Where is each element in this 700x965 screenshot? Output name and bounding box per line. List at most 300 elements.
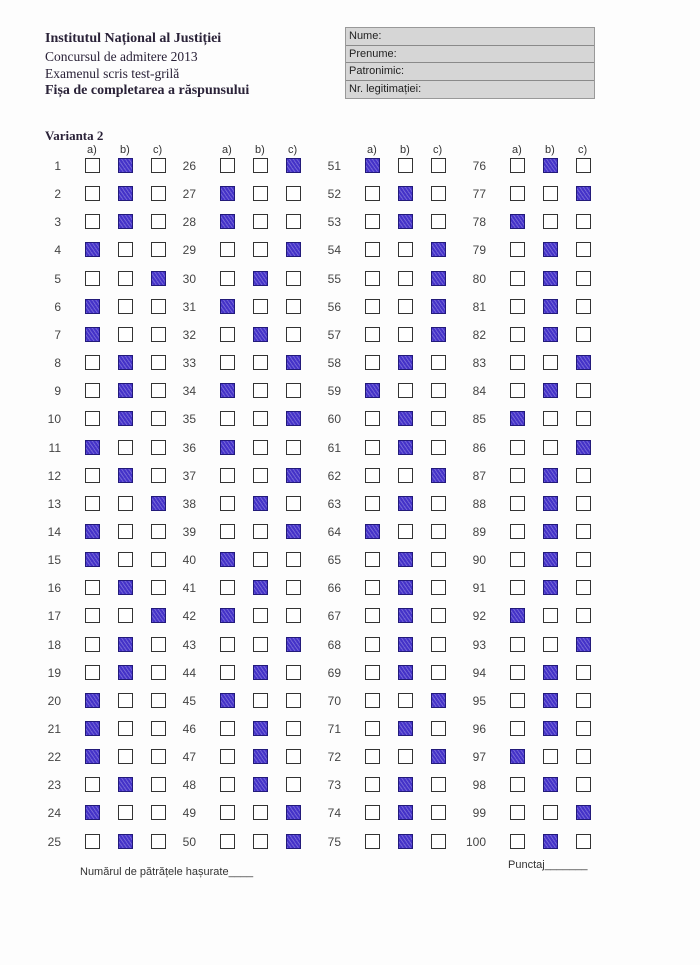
answer-box-b[interactable] [118,299,133,314]
answer-box-c[interactable] [151,440,166,455]
answer-box-a[interactable] [85,805,100,820]
answer-box-c[interactable] [286,158,301,173]
answer-box-c[interactable] [576,608,591,623]
answer-box-c[interactable] [286,524,301,539]
answer-box-b[interactable] [118,411,133,426]
answer-box-c[interactable] [286,721,301,736]
answer-box-b[interactable] [398,608,413,623]
answer-box-c[interactable] [576,665,591,680]
answer-box-a[interactable] [510,383,525,398]
answer-box-c[interactable] [286,777,301,792]
answer-box-a[interactable] [85,693,100,708]
answer-box-b[interactable] [398,524,413,539]
answer-box-a[interactable] [85,271,100,286]
answer-box-c[interactable] [286,608,301,623]
answer-box-b[interactable] [398,834,413,849]
answer-box-a[interactable] [365,242,380,257]
answer-box-a[interactable] [220,805,235,820]
answer-box-b[interactable] [398,327,413,342]
answer-box-a[interactable] [365,608,380,623]
answer-box-c[interactable] [286,299,301,314]
answer-box-a[interactable] [510,524,525,539]
answer-box-a[interactable] [85,496,100,511]
answer-box-a[interactable] [85,580,100,595]
answer-box-b[interactable] [398,271,413,286]
answer-box-b[interactable] [543,834,558,849]
answer-box-b[interactable] [543,721,558,736]
answer-box-b[interactable] [543,496,558,511]
answer-box-b[interactable] [253,777,268,792]
answer-box-c[interactable] [576,468,591,483]
answer-box-b[interactable] [118,693,133,708]
answer-box-a[interactable] [220,552,235,567]
answer-box-c[interactable] [151,158,166,173]
answer-box-c[interactable] [576,496,591,511]
answer-box-a[interactable] [365,411,380,426]
answer-box-c[interactable] [151,805,166,820]
answer-box-b[interactable] [543,693,558,708]
answer-box-b[interactable] [118,777,133,792]
answer-box-a[interactable] [220,496,235,511]
answer-box-c[interactable] [431,721,446,736]
answer-box-c[interactable] [576,355,591,370]
answer-box-b[interactable] [253,440,268,455]
answer-box-b[interactable] [398,693,413,708]
answer-box-b[interactable] [118,749,133,764]
answer-box-c[interactable] [576,158,591,173]
answer-box-a[interactable] [365,440,380,455]
answer-box-a[interactable] [510,214,525,229]
answer-box-c[interactable] [431,805,446,820]
answer-box-c[interactable] [431,355,446,370]
answer-box-a[interactable] [510,805,525,820]
answer-box-c[interactable] [286,214,301,229]
answer-box-b[interactable] [543,158,558,173]
answer-box-b[interactable] [118,186,133,201]
answer-box-c[interactable] [576,242,591,257]
answer-box-a[interactable] [365,693,380,708]
answer-box-c[interactable] [151,355,166,370]
answer-box-c[interactable] [151,468,166,483]
answer-box-a[interactable] [220,271,235,286]
answer-box-c[interactable] [431,440,446,455]
answer-box-c[interactable] [431,777,446,792]
answer-box-b[interactable] [253,411,268,426]
answer-box-a[interactable] [220,299,235,314]
answer-box-a[interactable] [220,749,235,764]
answer-box-a[interactable] [220,158,235,173]
answer-box-c[interactable] [151,496,166,511]
answer-box-a[interactable] [365,158,380,173]
answer-box-b[interactable] [543,214,558,229]
answer-box-a[interactable] [85,468,100,483]
answer-box-a[interactable] [365,496,380,511]
answer-box-b[interactable] [118,665,133,680]
answer-box-b[interactable] [118,327,133,342]
answer-box-b[interactable] [398,552,413,567]
answer-box-a[interactable] [365,777,380,792]
answer-box-b[interactable] [253,834,268,849]
answer-box-a[interactable] [510,440,525,455]
answer-box-a[interactable] [85,411,100,426]
answer-box-a[interactable] [510,749,525,764]
answer-box-a[interactable] [365,749,380,764]
answer-box-c[interactable] [431,158,446,173]
answer-box-b[interactable] [543,355,558,370]
answer-box-c[interactable] [576,580,591,595]
answer-box-a[interactable] [510,186,525,201]
answer-box-c[interactable] [431,552,446,567]
answer-box-a[interactable] [510,637,525,652]
answer-box-b[interactable] [118,214,133,229]
answer-box-a[interactable] [220,383,235,398]
answer-box-c[interactable] [431,299,446,314]
answer-box-a[interactable] [510,777,525,792]
answer-box-b[interactable] [253,158,268,173]
answer-box-b[interactable] [398,665,413,680]
answer-box-c[interactable] [286,186,301,201]
answer-box-a[interactable] [510,158,525,173]
answer-box-b[interactable] [118,552,133,567]
answer-box-a[interactable] [220,777,235,792]
answer-box-a[interactable] [85,327,100,342]
answer-box-a[interactable] [85,608,100,623]
answer-box-a[interactable] [365,580,380,595]
answer-box-c[interactable] [286,552,301,567]
answer-box-a[interactable] [220,186,235,201]
answer-box-c[interactable] [576,693,591,708]
answer-box-b[interactable] [543,186,558,201]
answer-box-c[interactable] [286,327,301,342]
answer-box-a[interactable] [510,496,525,511]
answer-box-a[interactable] [220,608,235,623]
answer-box-c[interactable] [431,186,446,201]
answer-box-b[interactable] [118,355,133,370]
answer-box-b[interactable] [543,552,558,567]
answer-box-c[interactable] [286,355,301,370]
answer-box-b[interactable] [398,440,413,455]
answer-box-b[interactable] [398,637,413,652]
answer-box-c[interactable] [431,271,446,286]
answer-box-a[interactable] [510,327,525,342]
answer-box-c[interactable] [286,496,301,511]
answer-box-a[interactable] [85,665,100,680]
answer-box-c[interactable] [286,440,301,455]
answer-box-c[interactable] [431,496,446,511]
answer-box-a[interactable] [220,327,235,342]
answer-box-a[interactable] [510,411,525,426]
answer-box-b[interactable] [398,749,413,764]
answer-box-b[interactable] [253,805,268,820]
answer-box-a[interactable] [365,327,380,342]
answer-box-b[interactable] [253,665,268,680]
answer-box-a[interactable] [510,355,525,370]
answer-box-a[interactable] [220,693,235,708]
answer-box-b[interactable] [543,383,558,398]
answer-box-a[interactable] [220,524,235,539]
answer-box-c[interactable] [576,805,591,820]
answer-box-a[interactable] [220,468,235,483]
id-number-field[interactable]: Nr. legitimației: [349,82,422,95]
answer-box-c[interactable] [151,777,166,792]
answer-box-c[interactable] [576,637,591,652]
answer-box-b[interactable] [543,608,558,623]
answer-box-b[interactable] [398,721,413,736]
answer-box-b[interactable] [543,777,558,792]
answer-box-b[interactable] [543,749,558,764]
answer-box-c[interactable] [151,721,166,736]
answer-box-c[interactable] [286,749,301,764]
answer-box-b[interactable] [543,805,558,820]
answer-box-b[interactable] [253,271,268,286]
answer-box-c[interactable] [286,580,301,595]
answer-box-b[interactable] [543,327,558,342]
answer-box-c[interactable] [151,552,166,567]
answer-box-c[interactable] [151,834,166,849]
answer-box-b[interactable] [253,242,268,257]
answer-box-b[interactable] [118,158,133,173]
answer-box-c[interactable] [576,834,591,849]
answer-box-c[interactable] [151,271,166,286]
answer-box-b[interactable] [253,608,268,623]
answer-box-a[interactable] [510,242,525,257]
answer-box-c[interactable] [151,411,166,426]
answer-box-b[interactable] [118,524,133,539]
answer-box-a[interactable] [365,805,380,820]
answer-box-a[interactable] [510,721,525,736]
answer-box-c[interactable] [431,383,446,398]
answer-box-a[interactable] [365,637,380,652]
answer-box-b[interactable] [253,580,268,595]
answer-box-b[interactable] [398,496,413,511]
answer-box-a[interactable] [220,355,235,370]
answer-box-b[interactable] [543,299,558,314]
answer-box-b[interactable] [118,383,133,398]
answer-box-c[interactable] [576,383,591,398]
answer-box-c[interactable] [431,834,446,849]
answer-box-b[interactable] [398,411,413,426]
answer-box-b[interactable] [118,440,133,455]
answer-box-a[interactable] [85,158,100,173]
answer-box-c[interactable] [431,749,446,764]
answer-box-a[interactable] [220,242,235,257]
answer-box-c[interactable] [286,805,301,820]
answer-box-c[interactable] [151,693,166,708]
answer-box-b[interactable] [253,186,268,201]
answer-box-b[interactable] [118,608,133,623]
answer-box-a[interactable] [365,214,380,229]
answer-box-b[interactable] [398,580,413,595]
answer-box-c[interactable] [151,608,166,623]
answer-box-a[interactable] [85,637,100,652]
answer-box-c[interactable] [431,327,446,342]
answer-box-b[interactable] [253,552,268,567]
answer-box-c[interactable] [151,242,166,257]
answer-box-b[interactable] [118,271,133,286]
answer-box-b[interactable] [543,468,558,483]
answer-box-c[interactable] [431,524,446,539]
answer-box-c[interactable] [576,186,591,201]
answer-box-c[interactable] [151,186,166,201]
answer-box-c[interactable] [431,242,446,257]
answer-box-c[interactable] [576,721,591,736]
answer-box-a[interactable] [510,552,525,567]
answer-box-b[interactable] [398,777,413,792]
answer-box-b[interactable] [253,327,268,342]
answer-box-c[interactable] [576,524,591,539]
answer-box-a[interactable] [365,721,380,736]
answer-box-a[interactable] [510,271,525,286]
answer-box-c[interactable] [286,271,301,286]
answer-box-b[interactable] [543,271,558,286]
answer-box-c[interactable] [576,327,591,342]
answer-box-c[interactable] [151,749,166,764]
answer-box-b[interactable] [253,749,268,764]
answer-box-c[interactable] [286,693,301,708]
answer-box-a[interactable] [365,355,380,370]
answer-box-b[interactable] [253,299,268,314]
answer-box-c[interactable] [151,299,166,314]
answer-box-a[interactable] [85,242,100,257]
answer-box-c[interactable] [286,242,301,257]
answer-box-b[interactable] [253,355,268,370]
answer-box-c[interactable] [576,214,591,229]
answer-box-b[interactable] [543,440,558,455]
answer-box-a[interactable] [85,749,100,764]
answer-box-c[interactable] [286,665,301,680]
answer-box-b[interactable] [253,468,268,483]
answer-box-b[interactable] [118,721,133,736]
answer-box-b[interactable] [253,496,268,511]
answer-box-c[interactable] [151,524,166,539]
answer-box-b[interactable] [253,383,268,398]
patronymic-field[interactable]: Patronimic: [346,63,594,81]
answer-box-a[interactable] [510,580,525,595]
answer-box-a[interactable] [220,214,235,229]
answer-box-b[interactable] [398,214,413,229]
answer-box-c[interactable] [576,749,591,764]
answer-box-a[interactable] [510,608,525,623]
answer-box-b[interactable] [253,693,268,708]
answer-box-c[interactable] [286,411,301,426]
answer-box-a[interactable] [365,186,380,201]
answer-box-a[interactable] [365,552,380,567]
answer-box-a[interactable] [510,834,525,849]
answer-box-c[interactable] [431,665,446,680]
answer-box-a[interactable] [220,834,235,849]
answer-box-a[interactable] [85,383,100,398]
answer-box-b[interactable] [118,496,133,511]
answer-box-b[interactable] [543,524,558,539]
answer-box-b[interactable] [118,580,133,595]
answer-box-a[interactable] [220,721,235,736]
answer-box-c[interactable] [576,411,591,426]
answer-box-a[interactable] [510,665,525,680]
answer-box-a[interactable] [85,524,100,539]
answer-box-b[interactable] [118,805,133,820]
answer-box-b[interactable] [118,468,133,483]
answer-box-a[interactable] [85,214,100,229]
answer-box-c[interactable] [151,214,166,229]
answer-box-a[interactable] [365,299,380,314]
answer-box-a[interactable] [365,665,380,680]
answer-box-b[interactable] [253,637,268,652]
answer-box-a[interactable] [85,440,100,455]
answer-box-c[interactable] [151,665,166,680]
answer-box-a[interactable] [510,299,525,314]
answer-box-a[interactable] [85,777,100,792]
answer-box-a[interactable] [365,468,380,483]
answer-box-b[interactable] [118,637,133,652]
answer-box-c[interactable] [431,580,446,595]
answer-box-c[interactable] [286,834,301,849]
answer-box-a[interactable] [85,299,100,314]
answer-box-c[interactable] [431,608,446,623]
answer-box-a[interactable] [220,411,235,426]
answer-box-b[interactable] [398,468,413,483]
answer-box-b[interactable] [398,383,413,398]
answer-box-a[interactable] [220,580,235,595]
name-field[interactable]: Nume: [346,28,594,46]
answer-box-c[interactable] [286,468,301,483]
answer-box-a[interactable] [510,693,525,708]
answer-box-b[interactable] [543,411,558,426]
answer-box-a[interactable] [85,552,100,567]
answer-box-c[interactable] [431,637,446,652]
answer-box-b[interactable] [398,355,413,370]
answer-box-b[interactable] [253,524,268,539]
answer-box-a[interactable] [365,271,380,286]
answer-box-c[interactable] [431,411,446,426]
answer-box-a[interactable] [220,665,235,680]
answer-box-a[interactable] [85,355,100,370]
answer-box-b[interactable] [118,834,133,849]
answer-box-b[interactable] [253,214,268,229]
answer-box-b[interactable] [543,242,558,257]
answer-box-b[interactable] [543,665,558,680]
answer-box-a[interactable] [85,834,100,849]
answer-box-a[interactable] [365,524,380,539]
answer-box-c[interactable] [576,552,591,567]
answer-box-c[interactable] [151,637,166,652]
answer-box-c[interactable] [576,299,591,314]
answer-box-c[interactable] [151,580,166,595]
answer-box-b[interactable] [118,242,133,257]
answer-box-c[interactable] [151,383,166,398]
answer-box-b[interactable] [398,242,413,257]
answer-box-b[interactable] [398,158,413,173]
answer-box-b[interactable] [543,637,558,652]
answer-box-a[interactable] [220,637,235,652]
answer-box-a[interactable] [85,721,100,736]
answer-box-c[interactable] [151,327,166,342]
answer-box-b[interactable] [398,299,413,314]
answer-box-c[interactable] [576,271,591,286]
answer-box-a[interactable] [85,186,100,201]
answer-box-c[interactable] [286,383,301,398]
answer-box-b[interactable] [253,721,268,736]
answer-box-a[interactable] [365,383,380,398]
answer-box-a[interactable] [365,834,380,849]
answer-box-c[interactable] [431,693,446,708]
answer-box-c[interactable] [576,777,591,792]
answer-box-c[interactable] [431,468,446,483]
answer-box-b[interactable] [398,186,413,201]
answer-box-c[interactable] [286,637,301,652]
answer-box-a[interactable] [220,440,235,455]
answer-box-a[interactable] [510,468,525,483]
answer-box-c[interactable] [576,440,591,455]
